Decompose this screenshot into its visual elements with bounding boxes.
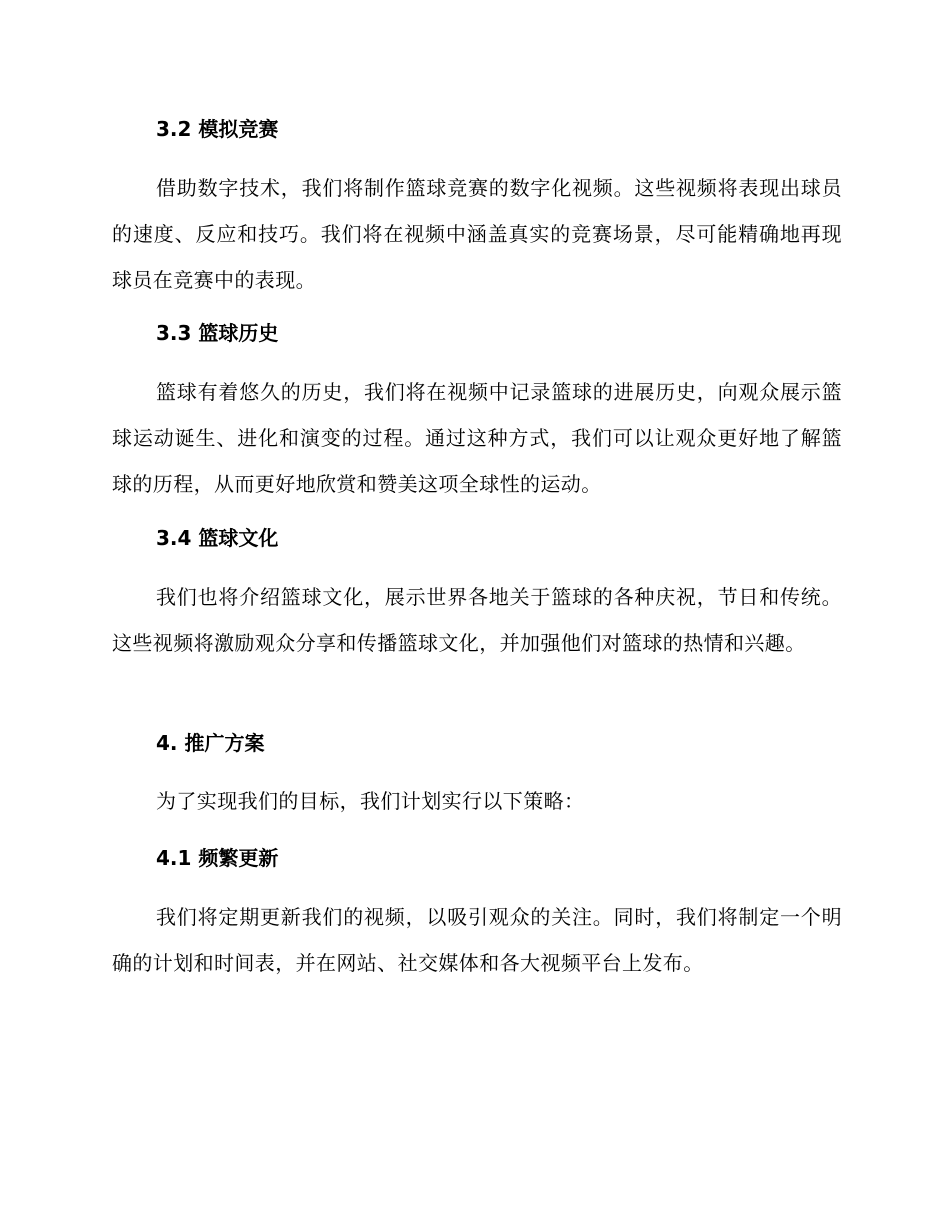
section-heading-3-3: 3.3 篮球历史 xyxy=(156,321,279,345)
section-body-3-4: 我们也将介绍篮球文化，展示世界各地关于篮球的各种庆祝，节日和传统。这些视频将激励观众分享和传播篮球文化，并加强他们对篮球的热情和兴趣。 xyxy=(112,585,842,655)
section-body-3-2: 借助数字技术，我们将制作篮球竞赛的数字化视频。这些视频将表现出球员的速度、反应和技巧。我们将在视频中涵盖真实的竞赛场景，尽可能精确地再现球员在竞赛中的表现。 xyxy=(112,176,842,292)
section-body-4-1: 我们将定期更新我们的视频，以吸引观众的关注。同时，我们将制定一个明确的计划和时间表，并在网站、社交媒体和各大视频平台上发布。 xyxy=(112,905,842,975)
section-body-3-3: 篮球有着悠久的历史，我们将在视频中记录篮球的进展历史，向观众展示篮球运动诞生、进化和演变的过程。通过这种方式，我们可以让观众更好地了解篮球的历程，从而更好地欣赏和赞美这项全球性的运动。 xyxy=(112,380,842,496)
section-heading-3-4: 3.4 篮球文化 xyxy=(156,526,279,550)
section-body-4: 为了实现我们的目标，我们计划实行以下策略： xyxy=(156,789,585,813)
section-heading-3-2: 3.2 模拟竞赛 xyxy=(156,117,279,141)
section-heading-4: 4. 推广方案 xyxy=(156,731,265,755)
section-heading-4-1: 4.1 频繁更新 xyxy=(156,846,279,870)
